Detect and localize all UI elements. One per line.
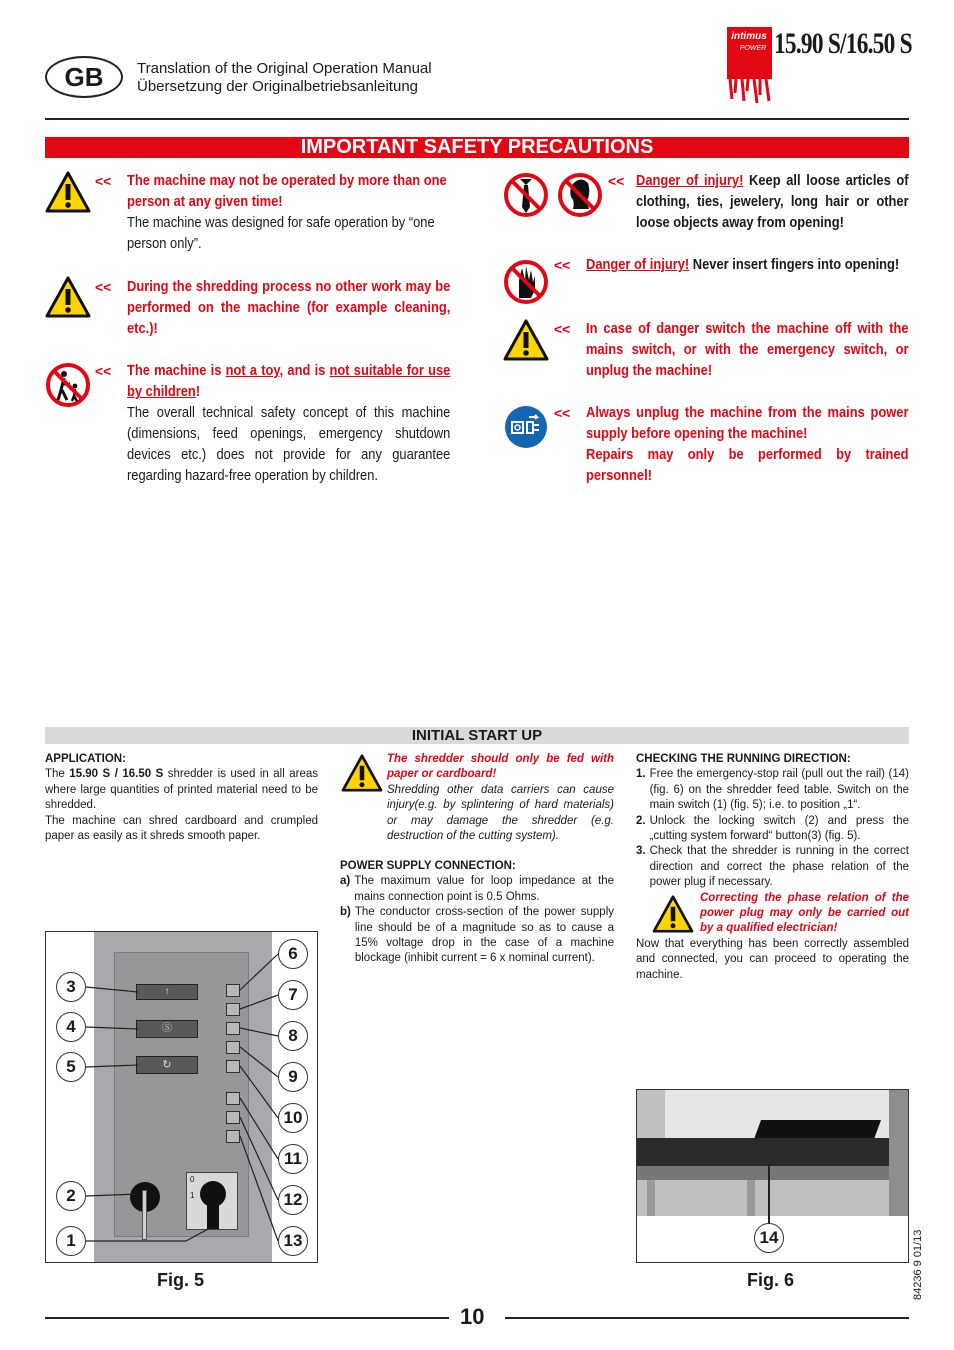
page-number: 10 (460, 1304, 485, 1329)
power-b-text: The conductor cross-section of the power supply line should be of a magnitude so as to cause a 15% voltage drop in the case of a machine blockage (inhibit current = 6 x nominal current). (354, 906, 614, 965)
power-a-text: The maximum value for loop impedance at the mains connection point is 0.5 Ohms. (354, 875, 614, 903)
callout-2: 2 (56, 1181, 86, 1211)
feed-warning (387, 752, 614, 844)
application-text-2: The machine can shred cardboard and crumpled paper as easily as it shreds smooth paper. (45, 814, 318, 843)
warning-3-b: not a toy (225, 362, 280, 379)
button-reverse[interactable]: ↻ (136, 1056, 198, 1074)
callout-4: 4 (56, 1012, 86, 1042)
figure-5 (45, 931, 318, 1263)
power-title: POWER SUPPLY CONNECTION: (340, 860, 516, 872)
callout-1: 1 (56, 1226, 86, 1256)
warning-triangle-icon (503, 319, 549, 361)
warning-not-a-toy (127, 360, 450, 486)
section-initial-start-up: INITIAL START UP (45, 727, 909, 744)
warning-triangle-icon (45, 276, 91, 318)
warning-triangle-icon (45, 171, 91, 213)
warning-7-red-2: Repairs may only be performed by trained personnel! (586, 446, 909, 484)
footer-rule-left (45, 1317, 449, 1319)
warning-3-d: not suitable for use by children (127, 362, 451, 400)
callout-9: 9 (278, 1062, 308, 1092)
callout-14: 14 (754, 1223, 784, 1253)
warning-2-red: During the shredding process no other work may be performed on the machine (for example cleaning, etc.)! (127, 278, 451, 337)
step-3-text: Check that the shredder is running in the correct direction and correct the phase relation of the power plug if necessary. (649, 845, 909, 889)
callout-12: 12 (278, 1185, 308, 1215)
feed-table-photo (637, 1090, 908, 1216)
application-model: 15.90 S / 16.50 S (69, 768, 164, 781)
bullet-arrow: << (554, 321, 571, 337)
warning-triangle-icon (340, 754, 384, 792)
header-text (137, 60, 432, 96)
power-b-label: b) (340, 906, 351, 919)
bullet-arrow: << (554, 257, 571, 273)
figure-6-label: Fig. 6 (747, 1270, 795, 1290)
application-text-c: shredder is used in all areas where large quantities of printed material need to be shredded. (45, 768, 318, 812)
warning-3-e: ! (195, 383, 201, 400)
header-divider (45, 118, 909, 120)
check-title: CHECKING THE RUNNING DIRECTION: (636, 753, 851, 765)
warning-no-other-work (127, 276, 450, 339)
no-fingers-icon (503, 258, 549, 306)
header-line-2: Übersetzung der Originalbetriebsanleitung (137, 78, 419, 95)
step-2-label: 2. (636, 814, 646, 827)
no-children-icon (45, 362, 91, 408)
document-code: 84236 9 01/13 (912, 1229, 924, 1300)
figure-6 (636, 1089, 909, 1263)
application-block (45, 752, 318, 844)
step-3-label: 3. (636, 845, 646, 858)
language-badge: GB (45, 56, 123, 98)
application-title: APPLICATION: (45, 753, 126, 765)
warning-5-black: Never insert fingers into opening! (689, 256, 900, 273)
switch-pos-1: 1 (190, 1191, 195, 1200)
step-1-text: Free the emergency-stop rail (pull out the rail) (14) (fig. 6) on the shredder feed table. Switch on the main switch (1) (fig. 5); i.e. to position „1“. (649, 768, 909, 812)
warning-7-red: Always unplug the machine from the mains power supply before opening the machine! (586, 404, 909, 442)
callout-7: 7 (278, 980, 308, 1010)
callout-6: 6 (278, 939, 308, 969)
warning-3-c: , and is (279, 362, 330, 379)
bullet-arrow: << (95, 363, 112, 379)
warning-4-red: Danger of injury! (636, 172, 744, 189)
model-title: 15.90 S/16.50 S (774, 27, 912, 60)
warning-1-black: The machine was designed for safe operation by “one person only”. (127, 214, 435, 252)
no-tie-icon (503, 171, 549, 219)
callout-8: 8 (278, 1021, 308, 1051)
warning-5-red: Danger of injury! (586, 256, 690, 273)
warning-4-black: Keep all loose articles of clothing, ties, jewelery, long hair or other loose objects away from opening! (636, 172, 909, 231)
warning-loose-articles (636, 170, 909, 233)
callout-13: 13 (278, 1226, 308, 1256)
warning-no-fingers (586, 254, 909, 275)
application-text-a: The (45, 768, 70, 781)
callout-10: 10 (278, 1103, 308, 1133)
button-stop[interactable]: Ⓢ (136, 1020, 198, 1038)
header-line-1: Translation of the Original Operation Manual (137, 60, 432, 77)
callout-11: 11 (278, 1144, 308, 1174)
power-a-label: a) (340, 875, 351, 888)
callout-5: 5 (56, 1052, 86, 1082)
callout-line-14 (768, 1164, 770, 1226)
warning-3-a: The machine is (127, 362, 226, 379)
warning-1-red: The machine may not be operated by more than one person at any given time! (127, 172, 447, 210)
bullet-arrow: << (554, 405, 571, 421)
warning-switch-off (586, 318, 909, 381)
bullet-arrow: << (95, 173, 112, 189)
warning-3-black: The overall technical safety concept of this machine (dimensions, feed openings, emergency shutdown devices etc.) does not provide for any guarantee regarding hazard-free operation by children. (127, 404, 451, 484)
bullet-arrow: << (95, 279, 112, 295)
safety-banner: IMPORTANT SAFETY PRECAUTIONS (45, 137, 909, 158)
intimus-logo (727, 27, 772, 105)
switch-pos-0: 0 (190, 1175, 195, 1184)
warning-one-operator (127, 170, 450, 254)
callout-lines (46, 932, 319, 1264)
warning-triangle-icon (650, 895, 696, 933)
phase-warning: Correcting the phase relation of the power plug may only be carried out by a qualified electrician! (700, 891, 909, 935)
warning-6-red: In case of danger switch the machine off with the mains switch, or with the emergency switch, or unplug the machine! (586, 320, 909, 379)
logo-sub-text: POWER (739, 45, 767, 52)
power-supply-block (340, 859, 614, 967)
final-note: Now that everything has been correctly assembled and connected, you can proceed to operating the machine. (636, 937, 909, 981)
bullet-arrow: << (608, 173, 625, 189)
footer-rule-right (505, 1317, 909, 1319)
running-direction-block (636, 752, 909, 983)
unplug-icon (503, 404, 549, 450)
button-cutting-forward[interactable]: ↑ (136, 984, 198, 1000)
step-1-label: 1. (636, 768, 646, 781)
step-2-text: Unlock the locking switch (2) and press the „cutting system forward“ button(3) (fig. 5). (649, 814, 909, 843)
callout-3: 3 (56, 972, 86, 1002)
feed-warning-text: Shredding other data carriers can cause injury(e.g. by splintering of hard materials) or may damage the shredder (e.g. destruction of the cutting system). (387, 783, 614, 843)
feed-warning-bold: The shredder should only be fed with paper or cardboard! (387, 753, 614, 781)
no-long-hair-icon (557, 171, 603, 219)
logo-brand-text: intimus (731, 31, 767, 42)
figure-5-label: Fig. 5 (157, 1270, 205, 1290)
warning-unplug (586, 402, 909, 486)
